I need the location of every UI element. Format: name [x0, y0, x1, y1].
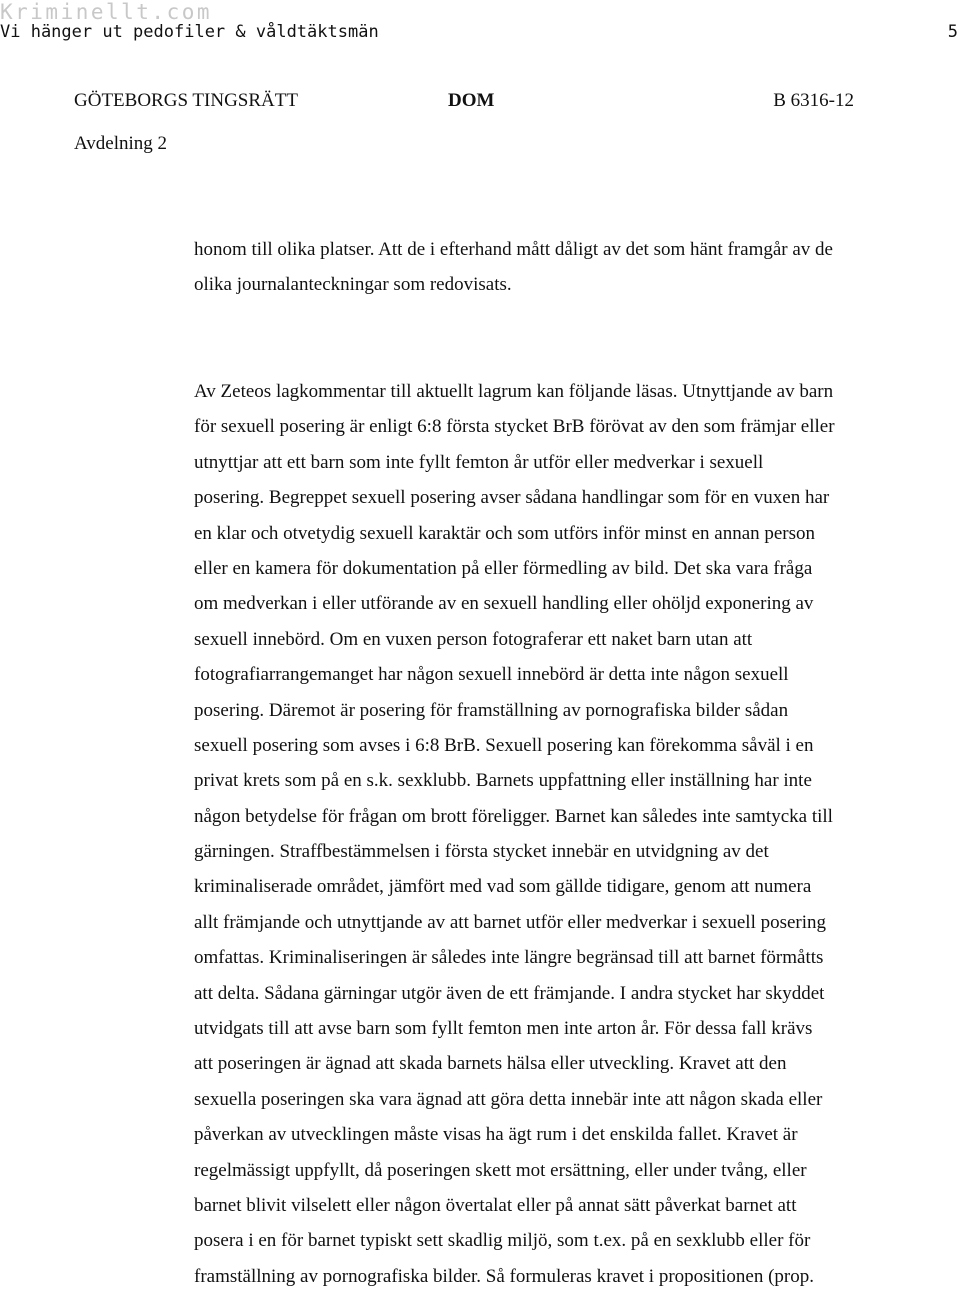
- text-line: sexuell posering som avses i 6:8 BrB. Sexuell posering kan förekomma såväl i en: [194, 734, 814, 756]
- running-title: Vi hänger ut pedofiler & våldtäktsmän: [0, 22, 379, 42]
- text-line: utvidgats till att avse barn som fyllt femton men inte arton år. För dessa fall krävs: [194, 1018, 813, 1040]
- text-line: allt främjande och utnyttjande av att barnet utför eller medverkar i sexuell posering: [194, 911, 827, 933]
- text-line: posering. Begreppet sexuell posering avser sådana handlingar som för en vuxen har: [194, 487, 830, 509]
- text-line: olika journalanteckningar som redovisats.: [194, 274, 512, 296]
- text-line: utnyttjar att ett barn som inte fyllt femton år utför eller medverkar i sexuell: [194, 451, 764, 473]
- text-line: någon betydelse för frågan om brott föreligger. Barnet kan således inte samtycka till: [194, 805, 833, 827]
- text-line: posera i en för barnet typiskt sett skadlig miljö, som t.ex. på en sexklubb eller för: [194, 1230, 811, 1252]
- text-line: barnet blivit vilselett eller någon övertalat eller på annat sätt påverkat barnet att: [194, 1194, 797, 1216]
- text-line: privat krets som på en s.k. sexklubb. Barnets uppfattning eller inställning har inte: [194, 770, 812, 792]
- document-header: [74, 88, 854, 114]
- paragraph-1: [194, 232, 894, 303]
- text-line: för sexuell posering är enligt 6:8 första stycket BrB förövat av den som främjar eller: [194, 416, 835, 438]
- text-line: att poseringen är ägnad att skada barnets hälsa eller utveckling. Kravet att den: [194, 1053, 787, 1075]
- document-type: DOM: [448, 90, 495, 111]
- text-line: att delta. Sådana gärningar utgör även de ett främjande. I andra stycket har skyddet: [194, 982, 825, 1004]
- page-number: 5: [947, 22, 958, 42]
- text-line: kriminaliserade området, jämfört med vad som gällde tidigare, genom att numera: [194, 876, 812, 898]
- text-line: framställning av pornografiska bilder. Så formuleras kravet i propositionen (prop.: [194, 1265, 814, 1287]
- text-line: omfattas. Kriminaliseringen är således inte längre begränsad till att barnet förmåtts: [194, 947, 824, 969]
- text-line: gärningen. Straffbestämmelsen i första stycket innebär en utvidgning av det: [194, 841, 769, 863]
- paragraph-2: [194, 374, 894, 1294]
- text-line: sexuell innebörd. Om en vuxen person fotograferar ett naket barn utan att: [194, 628, 753, 650]
- text-line: regelmässigt uppfyllt, då poseringen skett mot ersättning, eller under tvång, eller: [194, 1159, 807, 1181]
- text-line: honom till olika platser. Att de i efterhand mått dåligt av det som hänt framgår av de: [194, 239, 833, 260]
- text-line: sexuella poseringen ska vara ägnad att göra detta innebär inte att någon skada eller: [194, 1088, 823, 1110]
- text-line: eller en kamera för dokumentation på eller förmedling av bild. Det ska vara fråga: [194, 557, 813, 579]
- text-line: påverkan av utvecklingen måste visas ha ägt rum i det enskilda fallet. Kravet är: [194, 1124, 798, 1146]
- text-line: posering. Däremot är posering för framställning av pornografiska bilder sådan: [194, 699, 789, 721]
- site-watermark: Kriminellt.com: [0, 0, 213, 24]
- division-label: Avdelning 2: [74, 133, 168, 154]
- court-name: GÖTEBORGS TINGSRÄTT: [74, 90, 298, 111]
- text-line: Av Zeteos lagkommentar till aktuellt lagrum kan följande läsas. Utnyttjande av barn: [194, 381, 834, 402]
- text-line: en klar och otvetydig sexuell karaktär och som utförs inför minst en annan person: [194, 522, 816, 544]
- running-header: [0, 20, 960, 44]
- text-line: om medverkan i eller utförande av en sexuell handling eller ohöljd exponering av: [194, 593, 814, 615]
- text-line: fotografiarrangemanget har någon sexuell innebörd är detta inte någon sexuell: [194, 664, 789, 686]
- case-number: B 6316-12: [773, 90, 854, 111]
